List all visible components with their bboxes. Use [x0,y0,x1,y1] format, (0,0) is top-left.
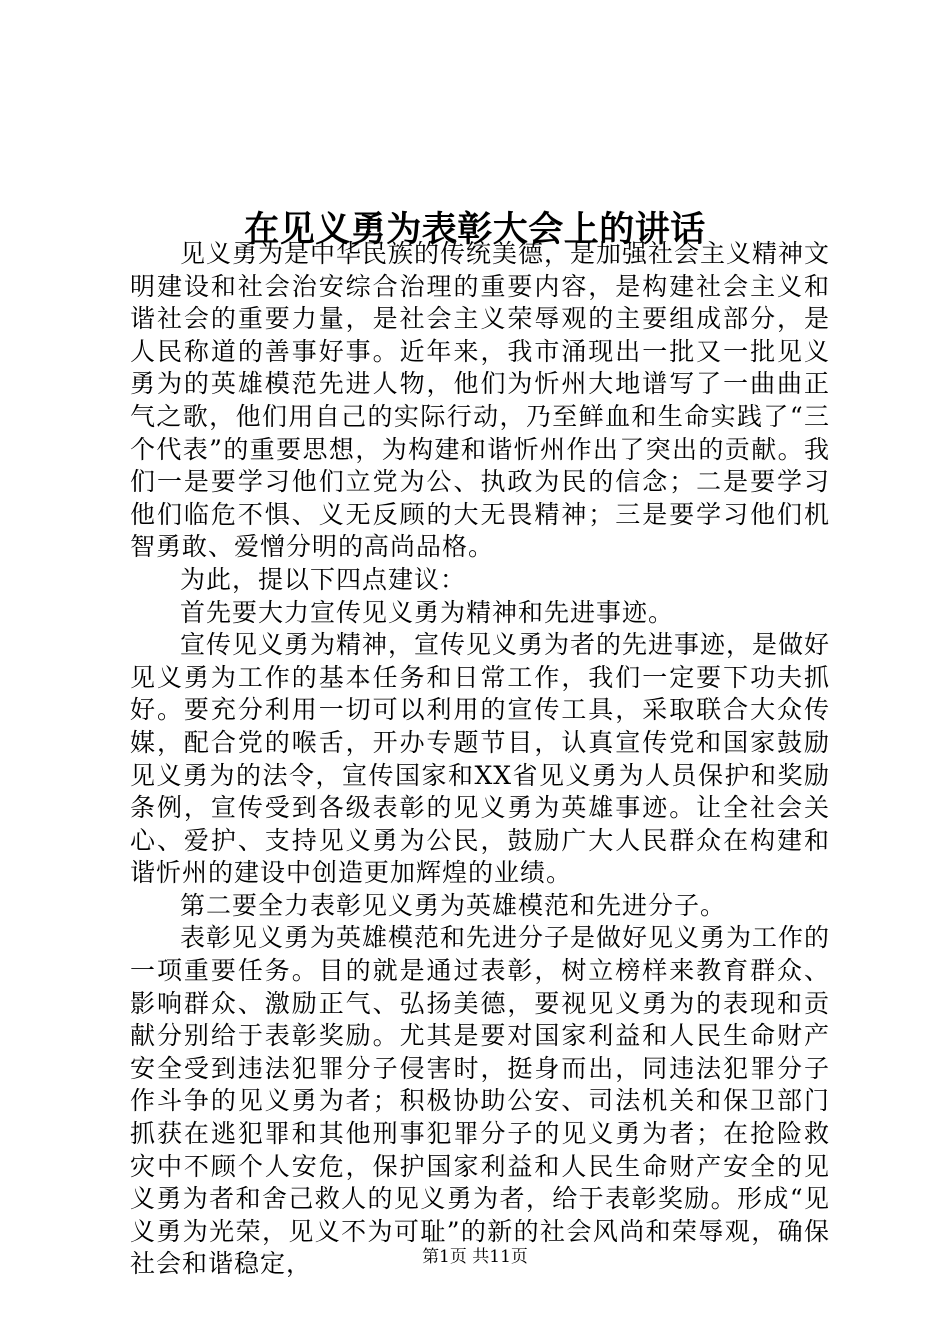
paragraph-point-one-body: 宣传见义勇为精神，宣传见义勇为者的先进事迹，是做好见义勇为工作的基本任务和日常工作，我们一定要下功夫抓好。要充分利用一切可以利用的宣传工具，采取联合大众传媒，配合党的喉舌，开办专题节目，认真宣传党和国家鼓励见义勇为的法令，宣传国家和XX省见义勇为人员保护和奖励条例，宣传受到各级表彰的见义勇为英雄事迹。让全社会关心、爱护、支持见义勇为公民，鼓励广大人民群众在构建和谐忻州的建设中创造更加辉煌的业绩。 [130,630,831,888]
page-number-footer: 第1页 共11页 [422,1247,528,1267]
document-title: 在见义勇为表彰大会上的讲话 [244,209,706,251]
paragraph-point-two-body: 表彰见义勇为英雄模范和先进分子是做好见义勇为工作的一项重要任务。目的就是通过表彰，树立榜样来教育群众、影响群众、激励正气、弘扬美德，要视见义勇为的表现和贡献分别给于表彰奖励。尤其是要对国家利益和人民生命财产安全受到违法犯罪分子侵害时，挺身而出，同违法犯罪分子作斗争的见义勇为者；积极协助公安、司法机关和保卫部门抓获在逃犯罪和其他刑事犯罪分子的见义勇为者；在抢险救灾中不顾个人安危，保护国家利益和人民生命财产安全的见义勇为者和舍己救人的见义勇为者，给于表彰奖励。形成“见义勇为光荣，见义不为可耻”的新的社会风尚和荣辱观，确保社会和谐稳定， [130,923,831,1279]
paragraph-suggestions-lead: 为此，提以下四点建议： [180,564,467,594]
document-body [130,238,830,1281]
paragraph-point-two-heading: 第二要全力表彰见义勇为英雄模范和先进分子。 [180,890,727,920]
paragraph-intro: 见义勇为是中华民族的传统美德，是加强社会主义精神文明建设和社会治安综合治理的重要内容，是构建社会主义和谐社会的重要力量，是社会主义荣辱观的主要组成部分，是人民称道的善事好事。近年来，我市涌现出一批又一批见义勇为的英雄模范先进人物，他们为忻州大地谱写了一曲曲正气之歌，他们用自己的实际行动，乃至鲜血和生命实践了“三个代表”的重要思想，为构建和谐忻州作出了突出的贡献。我们一是要学习他们立党为公、执政为民的信念；二是要学习他们临危不惧、义无反顾的大无畏精神；三是要学习他们机智勇敢、爱憎分明的高尚品格。 [130,239,831,562]
paragraph-point-one-heading: 首先要大力宣传见义勇为精神和先进事迹。 [180,597,675,627]
